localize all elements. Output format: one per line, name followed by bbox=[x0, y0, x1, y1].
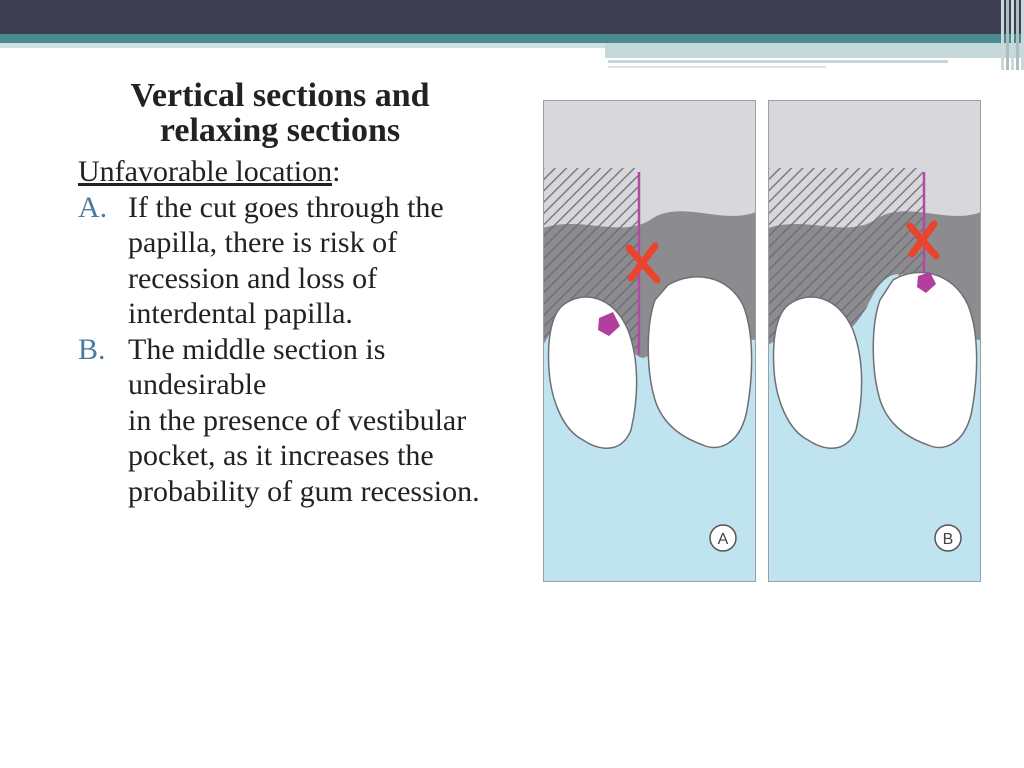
panel-label-a: A bbox=[717, 531, 729, 548]
list-item-b bbox=[78, 332, 498, 510]
header-vertical-stripes bbox=[996, 0, 1024, 70]
list-item-a-text: If the cut goes through the papilla, there is risk of recession and loss of interdental papilla. bbox=[128, 190, 444, 330]
header-bar-teal bbox=[0, 34, 1024, 43]
slide-content bbox=[78, 154, 498, 509]
figure-panel-b bbox=[768, 100, 981, 582]
subheading-colon: : bbox=[332, 155, 341, 188]
dental-incision-figure bbox=[543, 100, 983, 582]
subheading bbox=[78, 154, 498, 190]
figure-panel-a bbox=[543, 100, 756, 582]
list-marker-a: A. bbox=[78, 190, 108, 224]
subheading-text: Unfavorable location bbox=[78, 155, 333, 188]
list-item-b-line-1: The middle section is undesirable bbox=[128, 332, 386, 401]
slide-title: Vertical sections and relaxing sections bbox=[130, 77, 430, 149]
header-accent-line bbox=[608, 60, 948, 63]
header-accent-line-thin bbox=[608, 66, 826, 68]
header-bar-dark bbox=[0, 0, 1024, 34]
panel-label-b: B bbox=[942, 531, 954, 548]
list-item-b-line-2: in the presence of vestibular pocket, as it increases the probability of gum recession. bbox=[128, 403, 480, 508]
list-marker-b: B. bbox=[78, 332, 106, 366]
header-accent-block bbox=[605, 43, 1024, 58]
list-item-a bbox=[78, 190, 498, 332]
